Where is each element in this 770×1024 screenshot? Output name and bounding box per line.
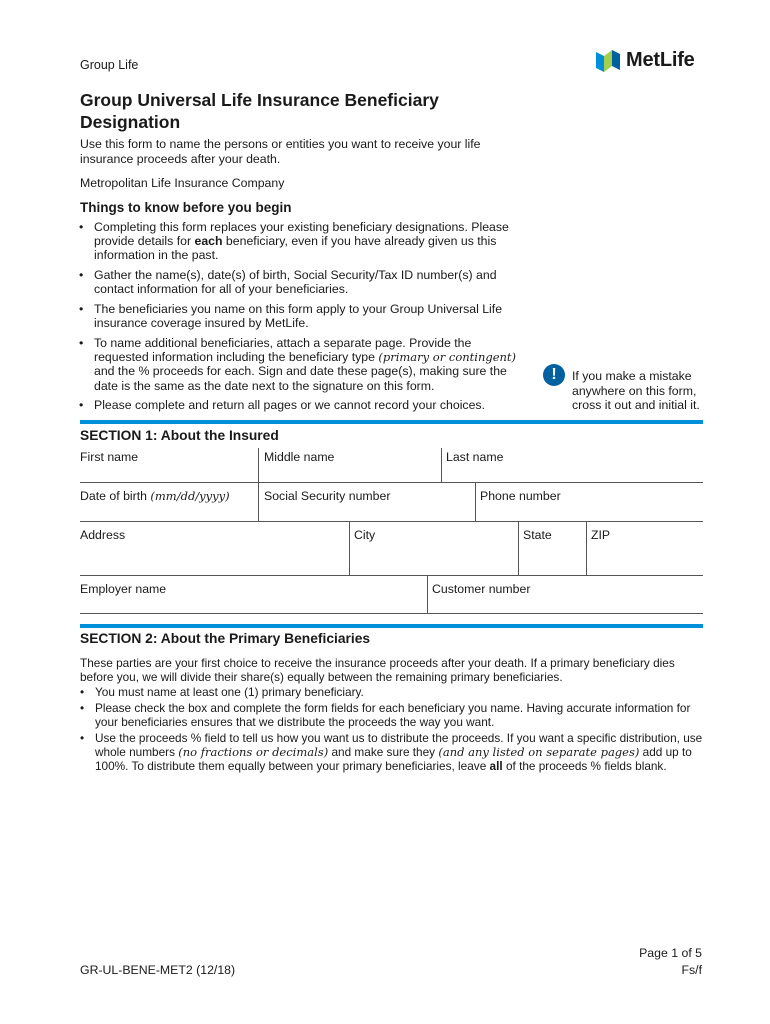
divider (80, 575, 703, 576)
divider (586, 522, 587, 576)
address-label: Address (80, 528, 126, 542)
bullet-italic: (and any listed on separate pages) (438, 745, 640, 759)
bullet-text: Use the proceeds % field to tell us how you want us to distribute the proceeds. If you want a specific distribution, use whole numbers (95, 731, 703, 759)
employer-label: Employer name (80, 582, 167, 596)
list-item (79, 336, 529, 393)
bullet-bold: all (489, 759, 503, 773)
divider (518, 522, 519, 576)
phone-label: Phone number (480, 489, 561, 503)
intro-text: Use this form to name the persons or entities you want to receive your life insurance proceeds after your death. (80, 137, 481, 166)
bullet-bold: each (194, 234, 223, 249)
bullet-text: beneficiary, even if you have already given us this information in the past. (94, 234, 497, 263)
section1-title: SECTION 1: About the Insured (80, 428, 279, 443)
first-name-label: First name (80, 450, 139, 464)
middle-name-label: Middle name (264, 450, 335, 464)
divider (80, 613, 703, 614)
company-name: Metropolitan Life Insurance Company (80, 176, 285, 190)
bullet-text: add up to 100%. To distribute them equally between your primary beneficiaries, leave (95, 745, 692, 773)
divider (475, 483, 476, 521)
page-number: Page 1 of 5 (639, 946, 702, 960)
bullet-italic: (primary or contingent) (378, 350, 517, 365)
bullet-text: and make sure they (328, 745, 439, 759)
note-text: If you make a mistake anywhere on this form, cross it out and initial it. (572, 369, 700, 412)
page-info (639, 945, 702, 979)
bullet-text: of the proceeds % fields blank. (502, 759, 667, 773)
list-item (80, 731, 705, 773)
exclamation-icon: ! (543, 364, 565, 386)
things-list (79, 220, 529, 418)
list-item: • Gather the name(s), date(s) of birth, Social Security/Tax ID number(s) and contact information for all of your beneficiaries. (79, 268, 529, 296)
bullet-text: To name additional beneficiaries, attach a separate page. Provide the requested information including the beneficiary type (94, 335, 472, 365)
dob-format: (mm/dd/yyyy) (150, 489, 230, 503)
things-heading: Things to know before you begin (80, 200, 292, 215)
divider (258, 483, 259, 521)
section2-title: SECTION 2: About the Primary Beneficiaries (80, 631, 371, 646)
bullet-text: Completing this form replaces your existing beneficiary designations. Please provide details for (94, 220, 509, 249)
logo-wordmark: MetLife (626, 48, 695, 71)
divider (427, 576, 428, 614)
section2-intro: These parties are your first choice to receive the insurance proceeds after your death. If a primary beneficiary dies before you, we will divide their share(s) equally between the remaining primary beneficiaries. (80, 656, 675, 684)
metlife-logo (596, 48, 695, 72)
list-item: • The beneficiaries you name on this form apply to your Group Universal Life insurance coverage insured by MetLife. (79, 302, 529, 330)
customer-number-label: Customer number (432, 582, 531, 596)
bullet-italic: (no fractions or decimals) (178, 745, 329, 759)
ssn-label: Social Security number (264, 489, 391, 503)
list-item: • Please complete and return all pages or we cannot record your choices. (79, 398, 529, 412)
city-label: City (354, 528, 376, 542)
last-name-label: Last name (446, 450, 504, 464)
form-suffix: Fs/f (681, 963, 702, 977)
divider (80, 521, 703, 522)
divider (258, 448, 259, 483)
page-title: Group Universal Life Insurance Beneficiary Designation (80, 90, 439, 132)
section2-rule (80, 624, 703, 628)
divider (80, 482, 703, 483)
dob-label-text: Date of birth (80, 489, 151, 503)
state-label: State (523, 528, 552, 542)
group-life-label: Group Life (80, 58, 139, 72)
list-item: • You must name at least one (1) primary beneficiary. (80, 685, 705, 699)
metlife-logo-icon (596, 48, 620, 72)
divider (349, 522, 350, 576)
divider (441, 448, 442, 483)
bullet-text: and the % proceeds for each. Sign and date these page(s), making sure the date is the same as the date next to the signature on this form. (94, 364, 507, 393)
list-item (79, 220, 529, 263)
zip-label: ZIP (591, 528, 611, 542)
section1-rule (80, 420, 703, 424)
mistake-note (543, 364, 712, 413)
list-item: • Please check the box and complete the form fields for each beneficiary you name. Having accurate information for your beneficiaries ensures that we distribute the proceeds the way you want. (80, 701, 705, 729)
form-code: GR-UL-BENE-MET2 (12/18) (80, 963, 236, 977)
dob-label (80, 489, 230, 503)
section2-body (80, 656, 705, 775)
section2-list (80, 685, 705, 773)
